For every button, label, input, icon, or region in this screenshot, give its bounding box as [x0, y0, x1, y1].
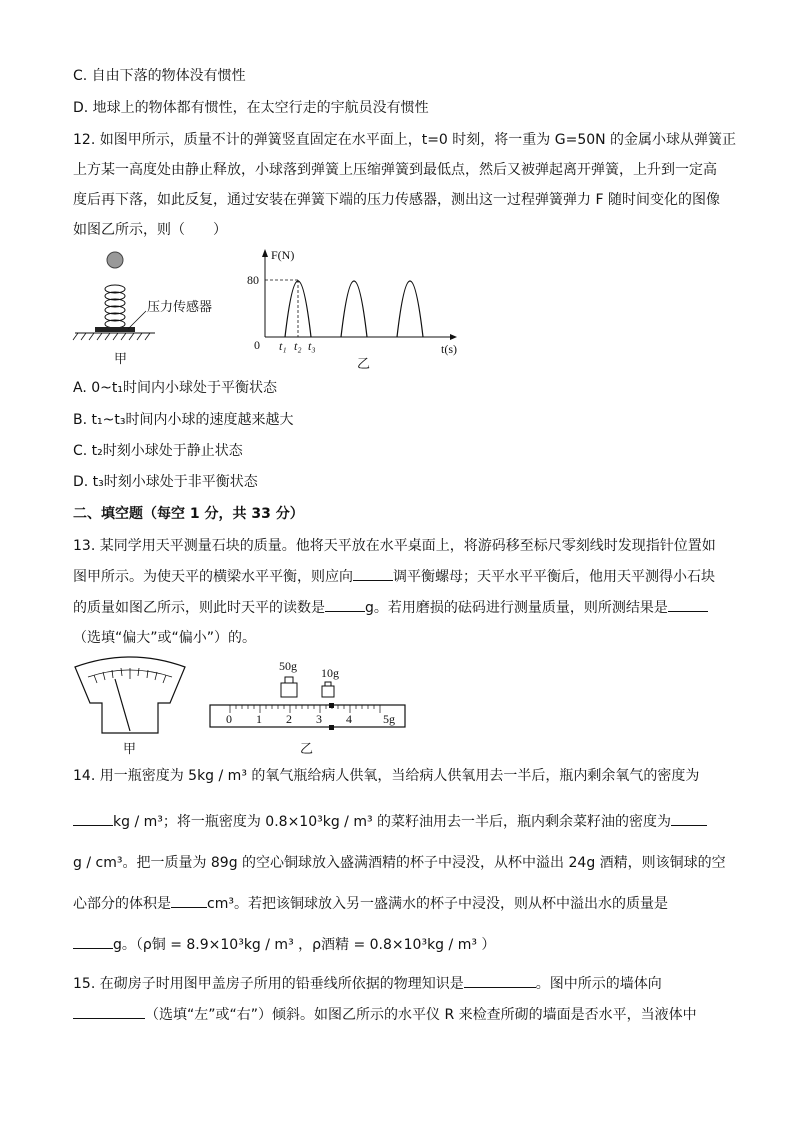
caption-jia-12: 甲	[114, 352, 128, 367]
question-12-line1: 12. 如图甲所示，质量不计的弹簧竖直固定在水平面上，t=0 时刻，将一重为 G=50N 的金属小球从弹簧正	[73, 132, 737, 148]
question-12-line4: 如图乙所示，则（ ）	[73, 222, 227, 238]
option-c: C. t₂时刻小球处于静止状态	[73, 443, 243, 459]
scale-label-3: 3	[316, 712, 322, 726]
section-heading: 二、填空题（每空 1 分，共 33 分）	[73, 506, 304, 522]
rider-bottom	[329, 725, 334, 730]
weight-50g-icon	[281, 677, 297, 697]
option-d: D. t₃时刻小球处于非平衡状态	[73, 474, 258, 490]
q14-blank-3[interactable]	[171, 893, 207, 908]
question-14-line2	[73, 811, 707, 832]
rider-top	[329, 703, 334, 708]
force-pulse-2	[341, 281, 367, 337]
q15-blank-2[interactable]	[73, 1004, 145, 1019]
option-a: A. 0~t₁时间内小球处于平衡状态	[73, 380, 277, 396]
q14-text-d: 心部分的体积是	[73, 896, 171, 912]
question-13-line1: 13. 某同学用天平测量石块的质量。他将天平放在水平桌面上，将游码移至标尺零刻线时发现指针位置如	[73, 538, 716, 554]
sensor-label: 压力传感器	[147, 300, 213, 315]
figure-13-yi-scale	[205, 657, 415, 757]
q14-blank-4[interactable]	[73, 934, 113, 949]
figure-12-jia	[70, 245, 230, 370]
question-15-line2	[73, 1004, 697, 1025]
q14-blank-1[interactable]	[73, 811, 113, 826]
question-14-line4	[73, 893, 668, 914]
q13-blank-2[interactable]	[325, 597, 365, 612]
option-d-prev: D. 地球上的物体都有惯性，在太空行走的宇航员没有惯性	[73, 100, 429, 116]
question-13-line3	[73, 597, 708, 618]
weight-50g-label: 50g	[279, 659, 297, 673]
question-14-line5	[73, 934, 495, 955]
question-12-line2: 上方某一高度处由静止释放，小球落到弹簧上压缩弹簧到最低点，然后又被弹起离开弹簧，上升到一定高	[73, 162, 717, 178]
t1-label: t₁	[279, 339, 287, 353]
t3-label: t₃	[308, 339, 316, 353]
caption-jia-13: 甲	[123, 742, 137, 757]
peak-value-label: 80	[247, 273, 259, 287]
question-12-line3: 度后再下落，如此反复，通过安装在弹簧下端的压力传感器，测出这一过程弹簧弹力 F 随时间变化的图像	[73, 192, 720, 208]
q13-blank-1[interactable]	[353, 566, 393, 581]
weight-10g-label: 10g	[321, 666, 339, 680]
dial-ticks	[94, 668, 166, 683]
q14-text-b: kg / m³；将一瓶密度为 0.8×10³kg / m³ 的菜籽油用去一半后，瓶内剩余菜籽油的密度为	[113, 814, 672, 830]
q13-text-b: 调平衡螺母；天平水平平衡后，他用天平测得小石块	[393, 569, 715, 585]
scale-label-5g: 5g	[383, 712, 395, 726]
scale-label-1: 1	[256, 712, 262, 726]
q13-text-a: 图甲所示。为使天平的横梁水平平衡，则应向	[73, 569, 353, 585]
ball-icon	[107, 252, 123, 268]
origin-label: 0	[254, 338, 260, 352]
q15-text-b: 。图中所示的墙体向	[535, 976, 662, 992]
q14-text-e: cm³。若把该铜球放入另一盛满水的杯子中浸没，则从杯中溢出水的质量是	[207, 896, 668, 912]
q14-text-f: g。（ρ铜 = 8.9×10³kg / m³ ，ρ酒精 = 0.8×10³kg / m³ ）	[113, 937, 496, 953]
option-c-prev: C. 自由下落的物体没有惯性	[73, 68, 246, 84]
force-pulse-3	[397, 281, 423, 337]
question-14-line1: 14. 用一瓶密度为 5kg / m³ 的氧气瓶给病人供氧，当给病人供氧用去一半后，瓶内剩余氧气的密度为	[73, 768, 700, 784]
scale-ruler	[210, 705, 405, 727]
q13-text-d: g。若用磨损的砝码进行测量质量，则所测结果是	[365, 600, 668, 616]
scale-ticks	[230, 705, 380, 713]
q13-text-c: 的质量如图乙所示，则此时天平的读数是	[73, 600, 325, 616]
q15-blank-1[interactable]	[464, 973, 536, 988]
question-14-line3: g / cm³。把一质量为 89g 的空心铜球放入盛满酒精的杯子中浸没，从杯中溢出 24g 酒精，则该铜球的空	[73, 855, 726, 871]
scale-label-2: 2	[286, 712, 292, 726]
pointer-needle	[115, 679, 130, 731]
question-15-line1	[73, 973, 662, 994]
ground-hatching	[73, 333, 150, 340]
caption-yi-12: 乙	[357, 357, 371, 372]
caption-yi-13: 乙	[300, 742, 314, 757]
scale-label-4: 4	[346, 712, 352, 726]
x-axis-label: t(s)	[441, 342, 457, 356]
option-b: B. t₁~t₃时间内小球的速度越来越大	[73, 412, 294, 428]
question-13-line2	[73, 566, 715, 587]
weight-10g-icon	[322, 682, 334, 697]
spring-icon	[105, 285, 125, 328]
y-axis-label: F(N)	[271, 248, 295, 262]
q14-blank-2[interactable]	[671, 811, 707, 826]
question-13-line4: （选填“偏大”或“偏小”）的。	[73, 630, 257, 646]
q15-text-c: （选填“左”或“右”）倾斜。如图乙所示的水平仪 R 来检查所砌的墙面是否水平，当液体中	[145, 1007, 697, 1023]
force-pulse-1	[285, 281, 311, 337]
scale-label-0: 0	[226, 712, 232, 726]
q13-blank-3[interactable]	[668, 597, 708, 612]
figure-12-yi-graph	[245, 245, 470, 373]
q15-text-a: 15. 在砌房子时用图甲盖房子所用的铅垂线所依据的物理知识是	[73, 976, 464, 992]
figure-13-jia-dial	[70, 655, 190, 757]
t2-label: t₂	[294, 339, 302, 353]
